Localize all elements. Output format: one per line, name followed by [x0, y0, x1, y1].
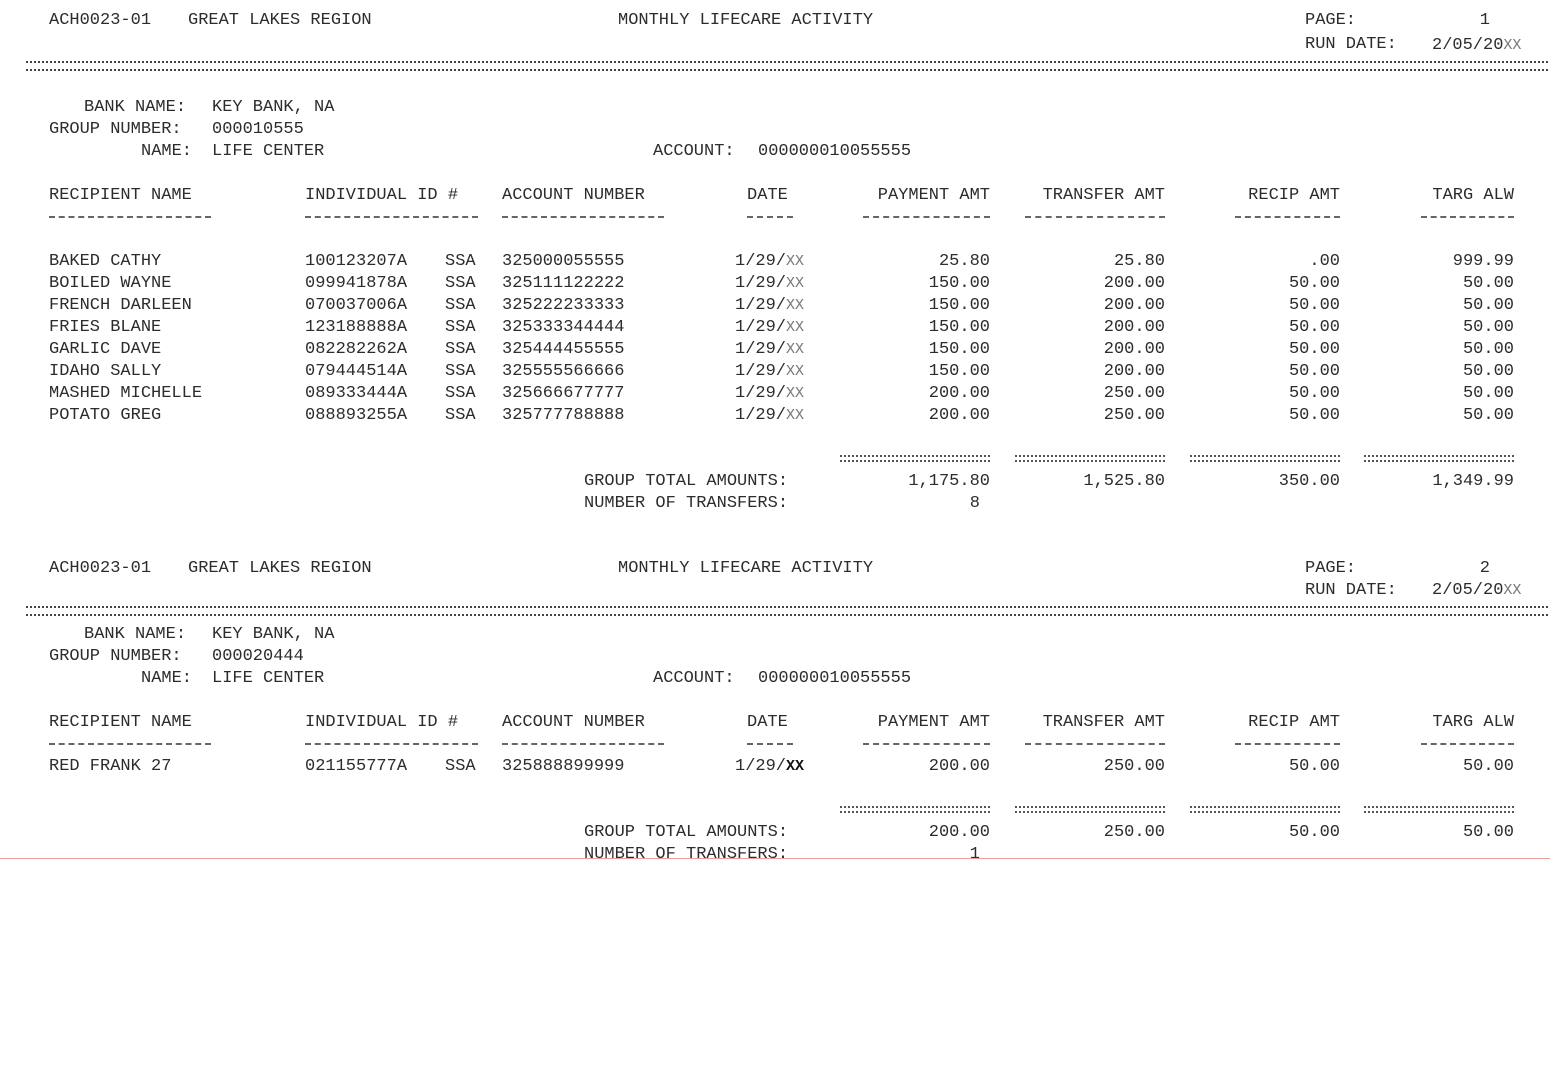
targ-allowance: 999.99 [1452, 252, 1514, 271]
region-name: GREAT LAKES REGION [188, 11, 372, 30]
underline [502, 743, 664, 745]
underline [1025, 743, 1165, 745]
transfer-amount: 200.00 [1103, 340, 1165, 359]
payment-amount: 150.00 [928, 296, 990, 315]
id-type: SSA [445, 318, 476, 337]
bank-name: KEY BANK, NA [212, 98, 335, 117]
page-number: 1 [1479, 11, 1490, 30]
recipient-name: POTATO GREG [49, 406, 162, 425]
individual-id: 088893255A [305, 406, 408, 425]
recip-amount: .00 [1309, 252, 1340, 271]
recipient-name: BAKED CATHY [49, 252, 162, 271]
recipient-name: IDAHO SALLY [49, 362, 162, 381]
payment-amount: 150.00 [928, 340, 990, 359]
transfer-date: 1/29/XX [735, 296, 805, 315]
account-number: 325777788888 [502, 406, 625, 425]
page-number: 2 [1479, 559, 1490, 578]
group-account: 000000010055555 [758, 142, 912, 161]
account-label: ACCOUNT: [653, 142, 735, 161]
targ-allowance: 50.00 [1462, 296, 1514, 315]
transfers-count: 1 [969, 845, 980, 863]
total-rule [1190, 455, 1340, 462]
run-date-label: RUN DATE: [1305, 581, 1397, 600]
transfer-amount: 200.00 [1103, 318, 1165, 337]
id-type: SSA [445, 340, 476, 359]
run-date-label: RUN DATE: [1305, 35, 1397, 54]
total-payment: 1,175.80 [908, 472, 990, 491]
recipient-name: BOILED WAYNE [49, 274, 172, 293]
account-number: 325666677777 [502, 384, 625, 403]
id-type: SSA [445, 362, 476, 381]
recip-amount: 50.00 [1288, 406, 1340, 425]
column-header: INDIVIDUAL ID # [305, 713, 459, 732]
payment-amount: 150.00 [928, 274, 990, 293]
total-transfer: 1,525.80 [1083, 472, 1165, 491]
group-account: 000000010055555 [758, 669, 912, 688]
individual-id: 089333444A [305, 384, 408, 403]
id-type: SSA [445, 274, 476, 293]
underline [1421, 743, 1514, 745]
transfer-amount: 250.00 [1103, 384, 1165, 403]
id-type: SSA [445, 252, 476, 271]
underline [49, 216, 211, 218]
page-label: PAGE: [1305, 11, 1357, 30]
transfers-count: 8 [969, 494, 980, 513]
individual-id: 123188888A [305, 318, 408, 337]
total-transfer: 250.00 [1103, 823, 1165, 842]
underline [305, 743, 478, 745]
group-total-label: GROUP TOTAL AMOUNTS: [584, 472, 789, 491]
run-date: 2/05/20XX [1432, 581, 1522, 600]
total-rule [840, 806, 990, 813]
targ-allowance: 50.00 [1462, 274, 1514, 293]
targ-allowance: 50.00 [1462, 362, 1514, 381]
bank-name-label: BANK NAME: [84, 98, 187, 117]
run-date: 2/05/20XX [1432, 36, 1522, 55]
underline [1235, 743, 1340, 745]
group-number-label: GROUP NUMBER: [49, 647, 182, 666]
group-number: 000010555 [212, 120, 304, 139]
id-type: SSA [445, 384, 476, 403]
targ-allowance: 50.00 [1462, 406, 1514, 425]
targ-allowance: 50.00 [1462, 318, 1514, 337]
payment-amount: 150.00 [928, 318, 990, 337]
total-rule [1364, 455, 1514, 462]
column-header: DATE [747, 186, 788, 205]
name-label: NAME: [141, 669, 193, 688]
group-number: 000020444 [212, 647, 304, 666]
individual-id: 100123207A [305, 252, 408, 271]
transfer-date: 1/29/XX [735, 252, 805, 271]
underline [502, 216, 664, 218]
individual-id: 070037006A [305, 296, 408, 315]
underline [863, 743, 990, 745]
payment-amount: 200.00 [928, 384, 990, 403]
column-header: TRANSFER AMT [1042, 186, 1165, 205]
total-recip: 350.00 [1278, 472, 1340, 491]
recip-amount: 50.00 [1288, 757, 1340, 776]
recipient-name: RED FRANK 27 [49, 757, 172, 776]
transfer-amount: 200.00 [1103, 274, 1165, 293]
column-header: ACCOUNT NUMBER [502, 186, 645, 205]
column-header: RECIP AMT [1248, 186, 1340, 205]
recip-amount: 50.00 [1288, 384, 1340, 403]
column-header: PAYMENT AMT [877, 713, 990, 732]
column-header: TRANSFER AMT [1042, 713, 1165, 732]
account-number: 325222233333 [502, 296, 625, 315]
id-type: SSA [445, 757, 476, 776]
group-name: LIFE CENTER [212, 142, 325, 161]
column-header: RECIPIENT NAME [49, 186, 192, 205]
column-header: DATE [747, 713, 788, 732]
transfer-date: 1/29/XX [735, 362, 805, 381]
underline [863, 216, 990, 218]
total-targ: 1,349.99 [1432, 472, 1514, 491]
transfers-label: NUMBER OF TRANSFERS: [584, 494, 789, 513]
column-header: RECIP AMT [1248, 713, 1340, 732]
column-header: TARG ALW [1432, 186, 1514, 205]
account-number: 325888899999 [502, 757, 625, 776]
id-type: SSA [445, 296, 476, 315]
report-id: ACH0023-01 [49, 11, 152, 30]
payment-amount: 25.80 [938, 252, 990, 271]
account-number: 325000055555 [502, 252, 625, 271]
account-number: 325333344444 [502, 318, 625, 337]
total-rule [840, 455, 990, 462]
underline [49, 743, 211, 745]
individual-id: 082282262A [305, 340, 408, 359]
account-number: 325555566666 [502, 362, 625, 381]
recipient-name: GARLIC DAVE [49, 340, 162, 359]
column-header: TARG ALW [1432, 713, 1514, 732]
page-label: PAGE: [1305, 559, 1357, 578]
transfer-date: 1/29/XX [735, 757, 805, 776]
group-number-label: GROUP NUMBER: [49, 120, 182, 139]
transfer-date: 1/29/XX [735, 318, 805, 337]
transfers-label: NUMBER OF TRANSFERS: [584, 845, 789, 863]
total-payment: 200.00 [928, 823, 990, 842]
transfer-amount: 200.00 [1103, 362, 1165, 381]
region-name: GREAT LAKES REGION [188, 559, 372, 578]
recipient-name: MASHED MICHELLE [49, 384, 203, 403]
underline [747, 743, 793, 745]
group-total-label: GROUP TOTAL AMOUNTS: [584, 823, 789, 842]
column-header: RECIPIENT NAME [49, 713, 192, 732]
payment-amount: 200.00 [928, 757, 990, 776]
transfer-amount: 250.00 [1103, 757, 1165, 776]
header-rule [26, 61, 1548, 71]
report-title: MONTHLY LIFECARE ACTIVITY [618, 559, 874, 578]
recipient-name: FRENCH DARLEEN [49, 296, 192, 315]
underline [1421, 216, 1514, 218]
payment-amount: 200.00 [928, 406, 990, 425]
individual-id: 021155777A [305, 757, 408, 776]
recip-amount: 50.00 [1288, 274, 1340, 293]
targ-allowance: 50.00 [1462, 340, 1514, 359]
recip-amount: 50.00 [1288, 362, 1340, 381]
total-recip: 50.00 [1288, 823, 1340, 842]
recipient-name: FRIES BLANE [49, 318, 162, 337]
group-name: LIFE CENTER [212, 669, 325, 688]
bank-name-label: BANK NAME: [84, 625, 187, 644]
report-title: MONTHLY LIFECARE ACTIVITY [618, 11, 874, 30]
payment-amount: 150.00 [928, 362, 990, 381]
bank-name: KEY BANK, NA [212, 625, 335, 644]
column-header: ACCOUNT NUMBER [502, 713, 645, 732]
transfer-date: 1/29/XX [735, 274, 805, 293]
account-label: ACCOUNT: [653, 669, 735, 688]
transfer-date: 1/29/XX [735, 384, 805, 403]
underline [747, 216, 793, 218]
individual-id: 079444514A [305, 362, 408, 381]
column-header: INDIVIDUAL ID # [305, 186, 459, 205]
account-number: 325444455555 [502, 340, 625, 359]
individual-id: 099941878A [305, 274, 408, 293]
report-id: ACH0023-01 [49, 559, 152, 578]
recip-amount: 50.00 [1288, 340, 1340, 359]
transfer-date: 1/29/XX [735, 340, 805, 359]
targ-allowance: 50.00 [1462, 384, 1514, 403]
underline [1235, 216, 1340, 218]
column-header: PAYMENT AMT [877, 186, 990, 205]
underline [305, 216, 478, 218]
transfer-date: 1/29/XX [735, 406, 805, 425]
total-rule [1015, 806, 1165, 813]
total-rule [1190, 806, 1340, 813]
transfer-amount: 200.00 [1103, 296, 1165, 315]
account-number: 325111122222 [502, 274, 625, 293]
total-rule [1015, 455, 1165, 462]
id-type: SSA [445, 406, 476, 425]
page-break-line [0, 858, 1550, 859]
name-label: NAME: [141, 142, 193, 161]
transfer-amount: 250.00 [1103, 406, 1165, 425]
total-rule [1364, 806, 1514, 813]
underline [1025, 216, 1165, 218]
targ-allowance: 50.00 [1462, 757, 1514, 776]
recip-amount: 50.00 [1288, 318, 1340, 337]
total-targ: 50.00 [1462, 823, 1514, 842]
recip-amount: 50.00 [1288, 296, 1340, 315]
transfer-amount: 25.80 [1113, 252, 1165, 271]
header-rule [26, 606, 1548, 616]
